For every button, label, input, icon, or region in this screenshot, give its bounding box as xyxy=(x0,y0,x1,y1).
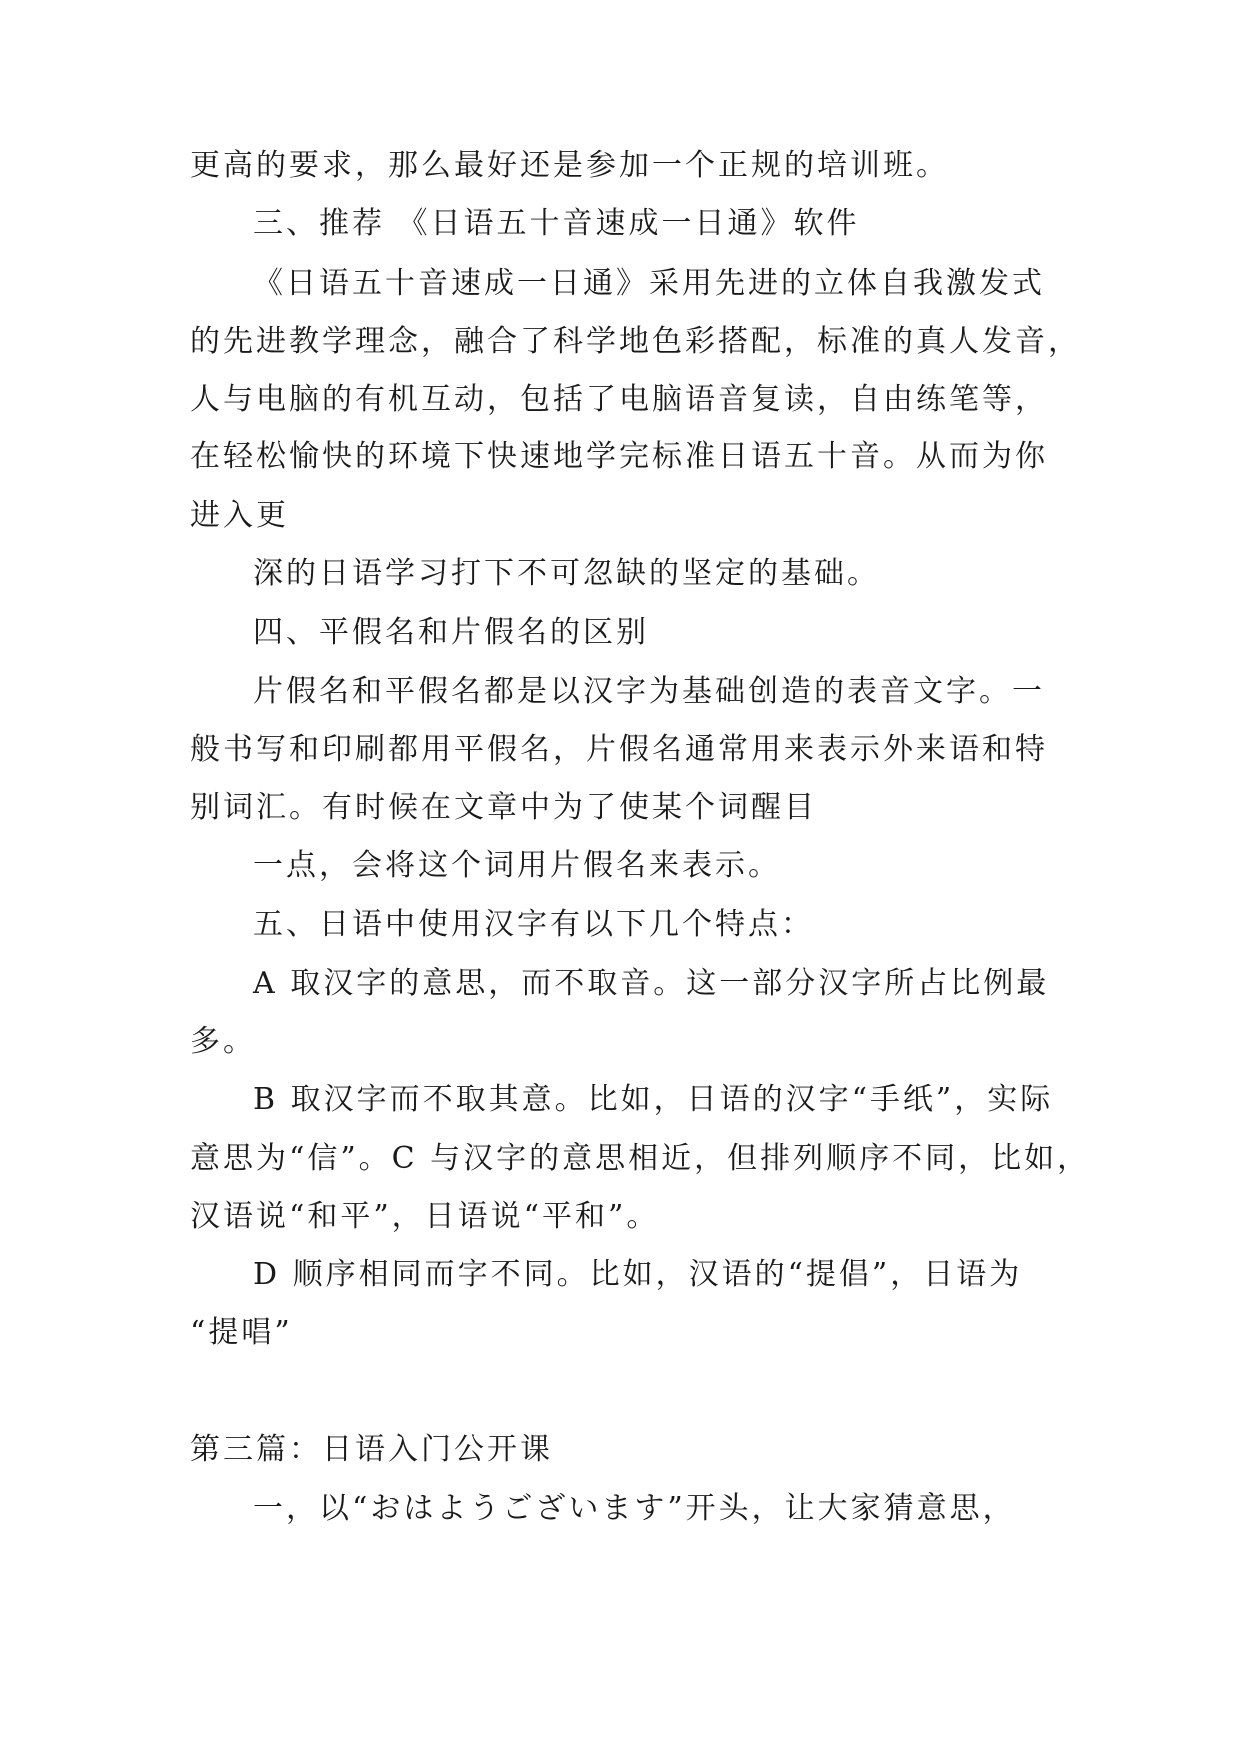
text-line: 进入更 xyxy=(190,498,289,533)
section-heading: 五、日语中使用汉字有以下几个特点： xyxy=(253,907,814,942)
text-line: 在轻松愉快的环境下快速地学完标准日语五十音。从而为你 xyxy=(190,439,1048,474)
text-line: 深的日语学习打下不可忽缺的坚定的基础。 xyxy=(253,556,880,591)
text-line: 一，以“おはようございます”开头，让大家猜意思， xyxy=(253,1491,1016,1526)
text-line: 汉语说“和平”，日语说“平和”。 xyxy=(190,1199,660,1234)
text-line: 意思为“信”。C 与汉字的意思相近，但排列顺序不同，比如， xyxy=(190,1141,1091,1176)
chapter-title: 第三篇：日语入门公开课 xyxy=(190,1432,553,1467)
text-line: 的先进教学理念，融合了科学地色彩搭配，标准的真人发音， xyxy=(190,324,1081,359)
text-line: “提唱” xyxy=(190,1315,293,1350)
text-line: 别词汇。有时候在文章中为了使某个词醒目 xyxy=(190,790,817,825)
text-line: 人与电脑的有机互动，包括了电脑语音复读，自由练笔等， xyxy=(190,382,1048,417)
text-line: 更高的要求，那么最好还是参加一个正规的培训班。 xyxy=(190,148,949,183)
text-line: 片假名和平假名都是以汉字为基础创造的表音文字。一 xyxy=(253,674,1045,709)
text-line: 《日语五十音速成一日通》采用先进的立体自我激发式 xyxy=(253,266,1045,301)
section-heading: 三、推荐 《日语五十音速成一日通》软件 xyxy=(253,206,860,241)
text-line: B 取汉字而不取其意。比如，日语的汉字“手纸”，实际 xyxy=(253,1082,1054,1117)
text-line: 一点，会将这个词用片假名来表示。 xyxy=(253,848,781,883)
text-line: A 取汉字的意思，而不取音。这一部分汉字所占比例最 xyxy=(253,966,1050,1001)
text-line: D 顺序相同而字不同。比如，汉语的“提倡”，日语为 xyxy=(253,1257,1023,1292)
text-line: 般书写和印刷都用平假名，片假名通常用来表示外来语和特 xyxy=(190,732,1048,767)
section-heading: 四、平假名和片假名的区别 xyxy=(253,615,649,650)
text-line: 多。 xyxy=(190,1024,256,1059)
